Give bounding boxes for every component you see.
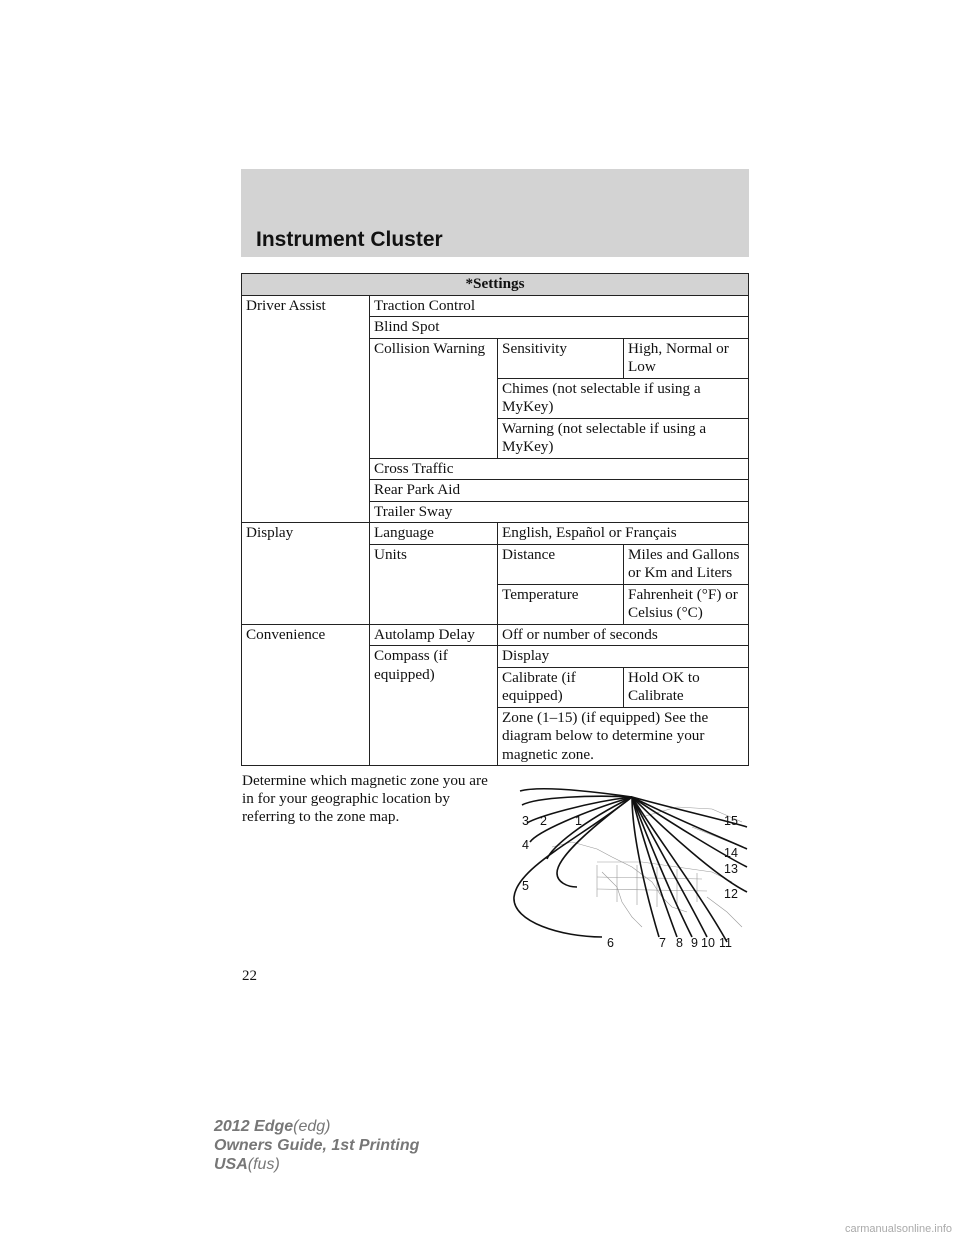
cell-sensitivity: Sensitivity xyxy=(498,338,624,378)
cell-temperature: Temperature xyxy=(498,584,624,624)
footer-line-3 xyxy=(214,1155,419,1174)
cell-calibrate-value: Hold OK to Calibrate xyxy=(624,667,749,707)
zone-label-15: 15 xyxy=(724,814,738,828)
zone-curves xyxy=(514,789,747,942)
cell-blind-spot: Blind Spot xyxy=(370,317,749,339)
cell-rear-park-aid: Rear Park Aid xyxy=(370,480,749,502)
table-header-row xyxy=(242,274,749,296)
table-row xyxy=(242,523,749,545)
cell-distance-value: Miles and Gallons or Km and Liters xyxy=(624,544,749,584)
zone-labels xyxy=(522,814,738,950)
cell-sensitivity-value: High, Normal or Low xyxy=(624,338,749,378)
page-number: 22 xyxy=(242,968,257,984)
category-driver-assist: Driver Assist xyxy=(242,295,370,317)
cell-distance: Distance xyxy=(498,544,624,584)
cell-trailer-sway: Trailer Sway xyxy=(370,501,749,523)
cell-zone: Zone (1–15) (if equipped) See the diagram below to determine your magnetic zone. xyxy=(498,707,749,766)
cell-collision-warning: Collision Warning xyxy=(370,338,498,458)
settings-table xyxy=(241,273,749,766)
table-row xyxy=(242,338,749,378)
cell-cross-traffic: Cross Traffic xyxy=(370,458,749,480)
cell-temperature-value: Fahrenheit (°F) or Celsius (°C) xyxy=(624,584,749,624)
footer-model-code: (edg) xyxy=(293,1118,331,1135)
cell-language-value: English, Español or Français xyxy=(498,523,749,545)
cell-calibrate: Calibrate (if equipped) xyxy=(498,667,624,707)
table-row xyxy=(242,458,749,480)
cell-autolamp-value: Off or number of seconds xyxy=(498,624,749,646)
table-row xyxy=(242,624,749,646)
zone-label-12: 12 xyxy=(724,887,738,901)
footer-region: USA xyxy=(214,1156,248,1173)
cell-compass-display: Display xyxy=(498,646,749,668)
cell-chimes: Chimes (not selectable if using a MyKey) xyxy=(498,378,749,418)
cell-units: Units xyxy=(370,544,498,624)
cell-language: Language xyxy=(370,523,498,545)
table-row xyxy=(242,544,749,584)
zone-label-7: 7 xyxy=(659,936,666,950)
zone-label-2: 2 xyxy=(540,814,547,828)
category-convenience: Convenience xyxy=(242,624,370,646)
zone-instructions: Determine which magnetic zone you are in for your geographic location by referring to the zone map. xyxy=(242,772,488,825)
category-display: Display xyxy=(242,523,370,545)
zone-label-14: 14 xyxy=(724,846,738,860)
footer-model: 2012 Edge xyxy=(214,1118,294,1135)
zone-label-4: 4 xyxy=(522,838,529,852)
zone-label-11: 11 xyxy=(719,936,732,950)
zone-label-9: 9 xyxy=(691,936,698,950)
watermark: carmanualsonline.info xyxy=(844,1223,952,1235)
magnetic-zone-map xyxy=(502,787,750,959)
table-heading: *Settings xyxy=(242,274,749,296)
footer-line-1 xyxy=(214,1117,419,1136)
zone-label-8: 8 xyxy=(676,936,683,950)
table-row xyxy=(242,501,749,523)
table-row xyxy=(242,646,749,668)
cell-warning: Warning (not selectable if using a MyKey) xyxy=(498,418,749,458)
zone-label-6: 6 xyxy=(607,936,614,950)
footer-line-2: Owners Guide, 1st Printing xyxy=(214,1137,420,1154)
cell-traction-control: Traction Control xyxy=(370,295,749,317)
zone-label-5: 5 xyxy=(522,879,529,893)
zone-label-1: 1 xyxy=(575,814,582,828)
table-row xyxy=(242,480,749,502)
zone-label-13: 13 xyxy=(724,862,738,876)
table-row xyxy=(242,317,749,339)
cell-autolamp-delay: Autolamp Delay xyxy=(370,624,498,646)
cell-compass: Compass (if equipped) xyxy=(370,646,498,766)
section-title: Instrument Cluster xyxy=(256,228,443,251)
zone-label-10: 10 xyxy=(701,936,715,950)
footer xyxy=(214,1117,419,1174)
zone-label-3: 3 xyxy=(522,814,529,828)
footer-region-code: (fus) xyxy=(247,1156,280,1173)
table-row xyxy=(242,295,749,317)
